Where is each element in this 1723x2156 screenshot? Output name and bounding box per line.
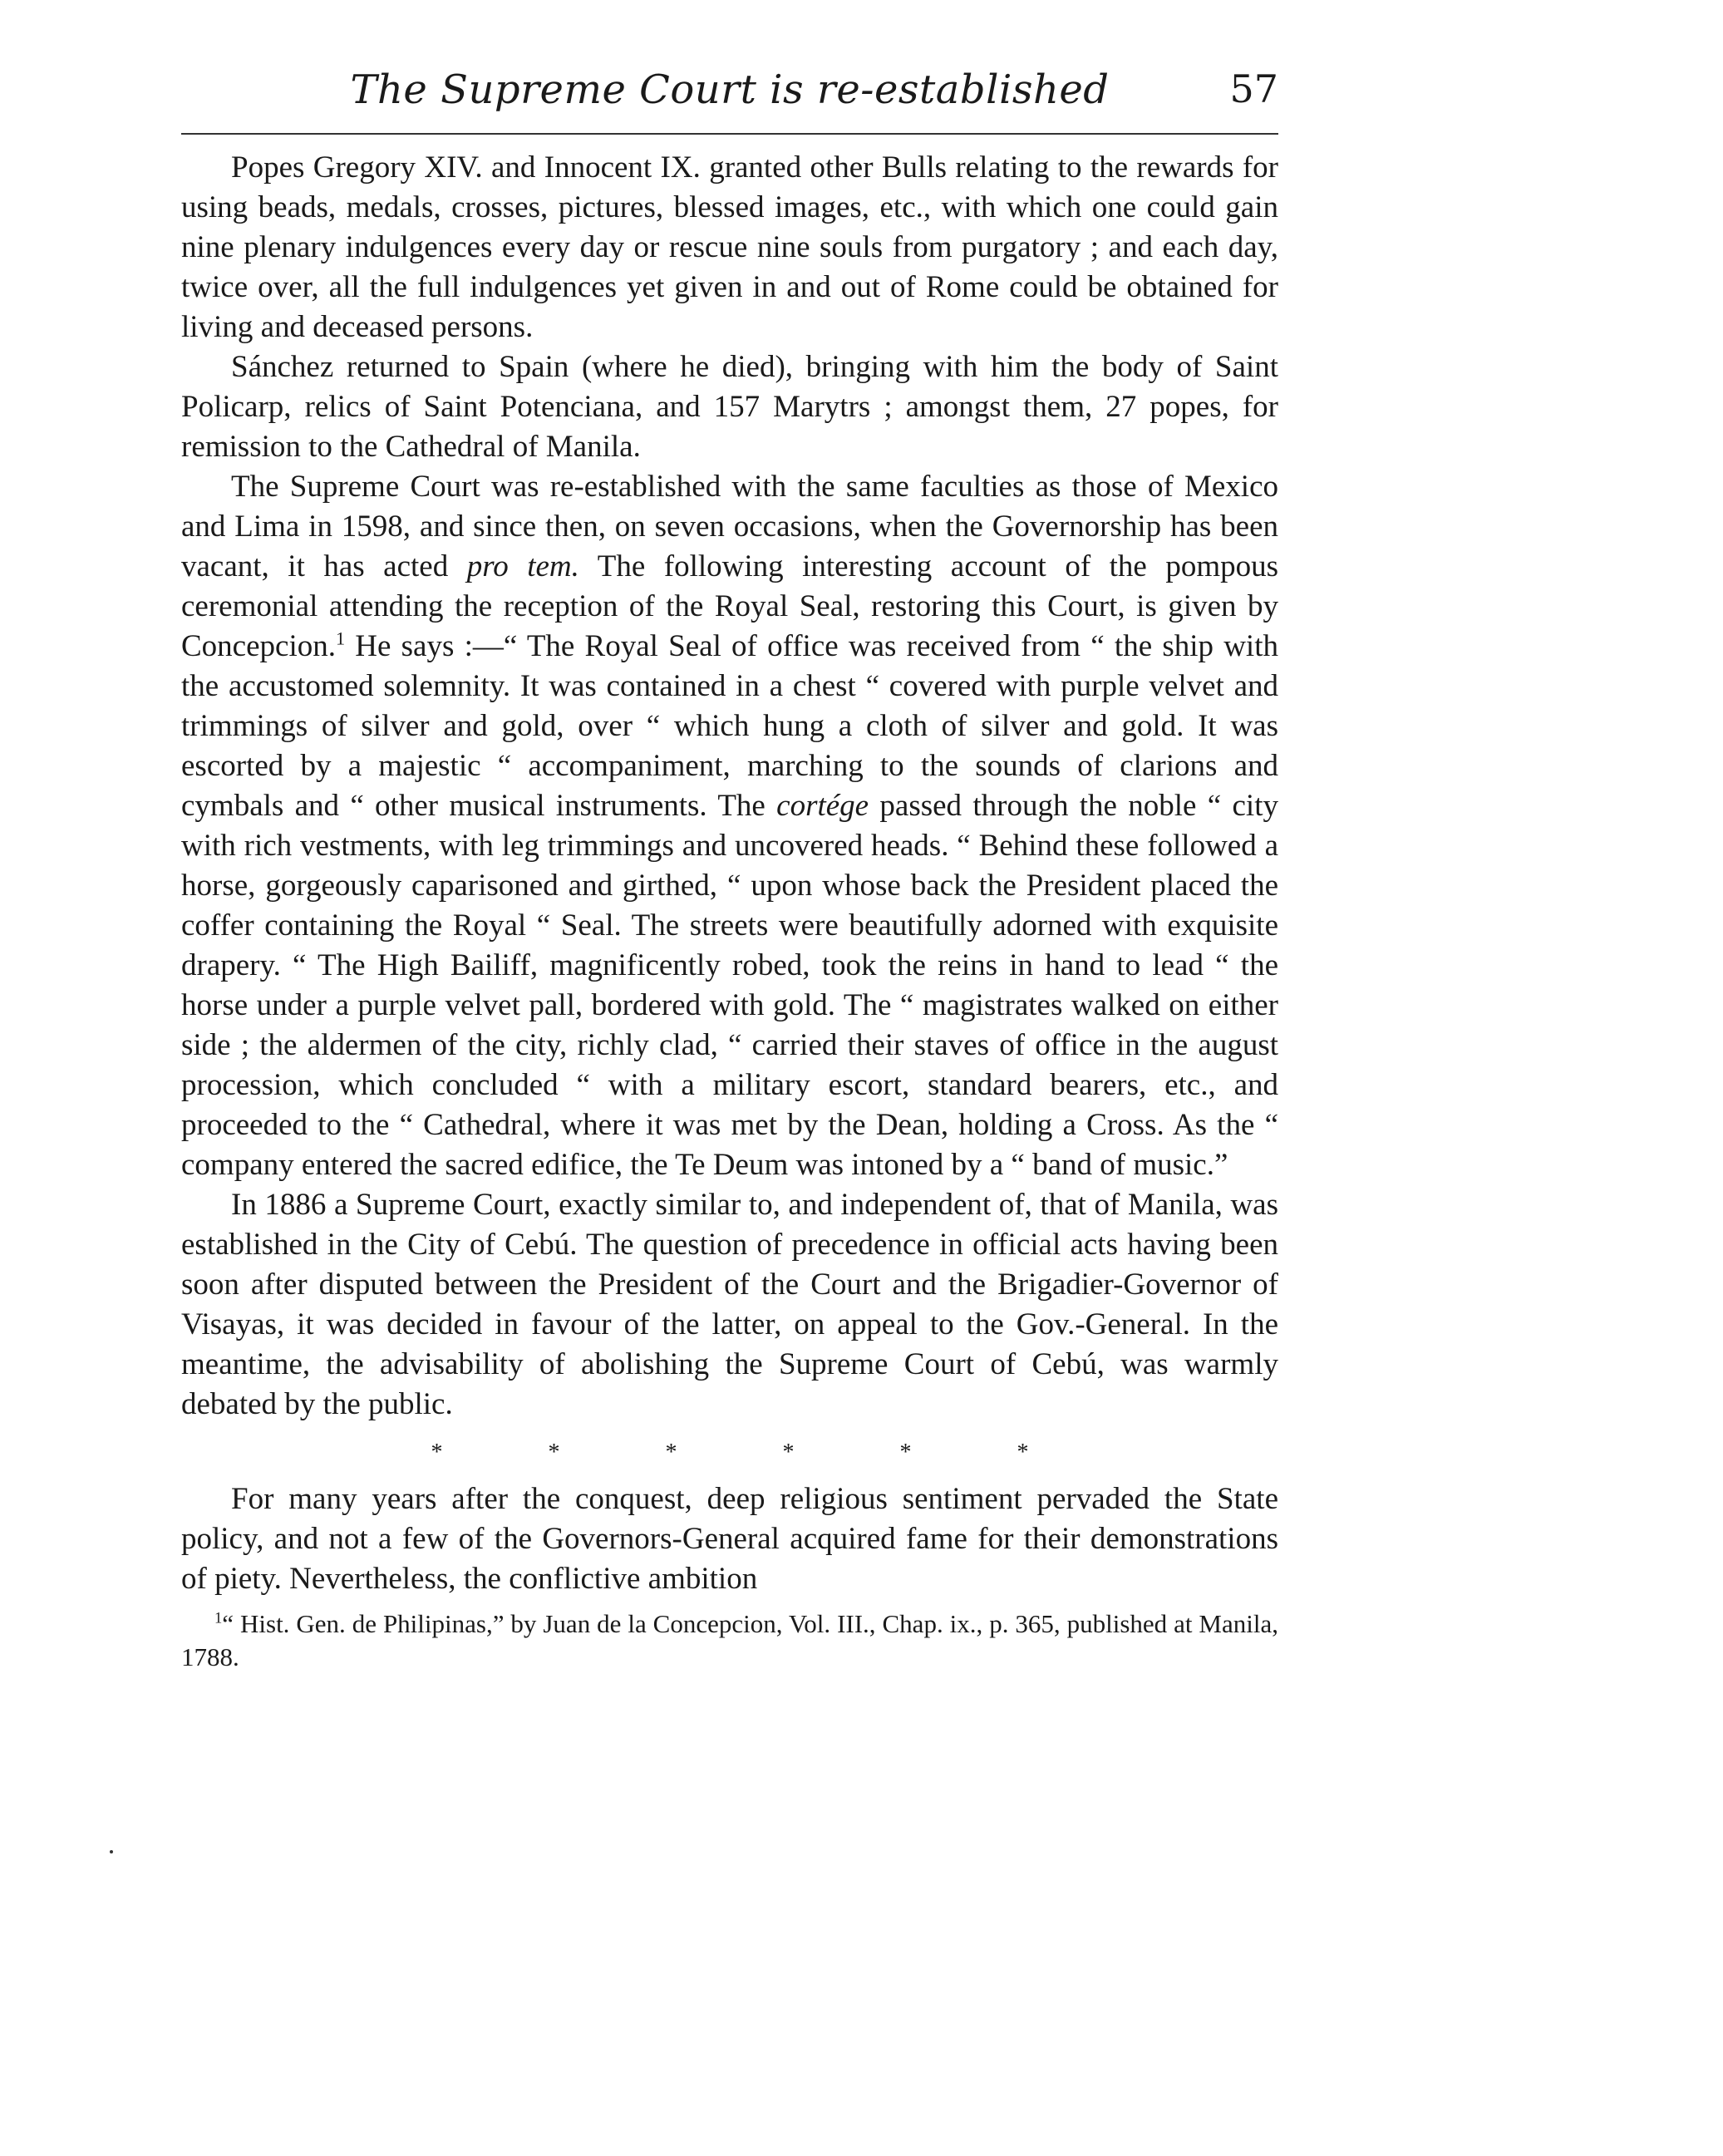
- footnote-marker: 1: [214, 1609, 223, 1627]
- paragraph-3: [181, 467, 1278, 1185]
- running-title: The Supreme Court is re-established: [350, 66, 1110, 113]
- footnote-text: “ Hist. Gen. de Philipinas,” by Juan de la Concepcion, Vol. III., Chap. ix., p. 365, published at Manila, 1788.: [181, 1609, 1278, 1671]
- body-text: [181, 148, 1278, 1599]
- paragraph-5: For many years after the conquest, deep religious sentiment pervaded the State policy, and not a few of the Governors-General acquired fame for their demonstrations of piety. Nevertheless, the conflictive ambition: [181, 1482, 1278, 1596]
- page-number: 57: [1229, 66, 1278, 111]
- paragraph-3-text-c: He says :—“ The Royal Seal of office was received from “ the ship with the accustomed solemnity. It was contained in a chest “ covered with purple velvet and trimmings of silver and gold, over “ which hung a cloth of silver and gold. It was escorted by a majestic “ accompaniment, marching to the sounds of clarions and cymbals and “ other musical instruments. The: [181, 629, 1278, 823]
- header-rule: [181, 133, 1278, 135]
- footnote-reference: 1: [335, 628, 346, 649]
- paragraph-3-text-a: The Supreme Court was re-established with the same faculties as those of Mexico and Lima in 1598, and since then, on seven occasions, when the Governorship has been vacant, it has acted: [181, 470, 1278, 583]
- section-separator: * * * * * *: [431, 1440, 1029, 1465]
- footnote: [181, 1607, 1278, 1674]
- cortege-italic: cortége: [776, 789, 869, 823]
- paragraph-3-text-d: passed through the noble “ city with rich vestments, with leg trimmings and uncovered heads. “ Behind these followed a horse, gorgeously caparisoned and girthed, “ upon whose back the President placed the coffer containing the Royal “ Seal. The streets were beautifully adorned with exquisite drapery. “ The High Bailiff, magnificently robed, took the reins in hand to lead “ the horse under a purple velvet pall, bordered with gold. The “ magistrates walked on either side ; the aldermen of the city, richly clad, “ carried their staves of office in the august procession, which concluded “ with a military escort, standard bearers, etc., and proceeded to the “ Cathedral, where it was met by the Dean, holding a Cross. As the “ company entered the sacred edifice, the Te Deum was intoned by a “ band of music.”: [181, 789, 1278, 1182]
- paragraph-1: Popes Gregory XIV. and Innocent IX. granted other Bulls relating to the rewards for using beads, medals, crosses, pictures, blessed images, etc., with which one could gain nine plenary indulgences every day or rescue nine souls from purgatory ; and each day, twice over, all the full indulgences yet given in and out of Rome could be obtained for living and deceased persons.: [181, 150, 1278, 344]
- book-page: [181, 66, 1278, 1674]
- paragraph-2: Sánchez returned to Spain (where he died), bringing with him the body of Saint Policarp, relics of Saint Potenciana, and 157 Marytrs ; amongst them, 27 popes, for remission to the Cathedral of Manila.: [181, 350, 1278, 464]
- running-head: [181, 66, 1278, 126]
- pro-tem-italic: pro tem.: [466, 549, 579, 583]
- paragraph-4: In 1886 a Supreme Court, exactly similar to, and independent of, that of Manila, was established in the City of Cebú. The question of precedence in official acts having been soon after disputed between the President of the Court and the Brigadier-Governor of Visayas, it was decided in favour of the latter, on appeal to the Gov.-General. In the meantime, the advisability of abolishing the Supreme Court of Cebú, was warmly debated by the public.: [181, 1188, 1278, 1421]
- paragraph-3-text-b: The following interesting account of the pompous ceremonial attending the reception of the Royal Seal, restoring this Court, is given by Concepcion.: [181, 549, 1279, 663]
- page-speck: [110, 1850, 113, 1853]
